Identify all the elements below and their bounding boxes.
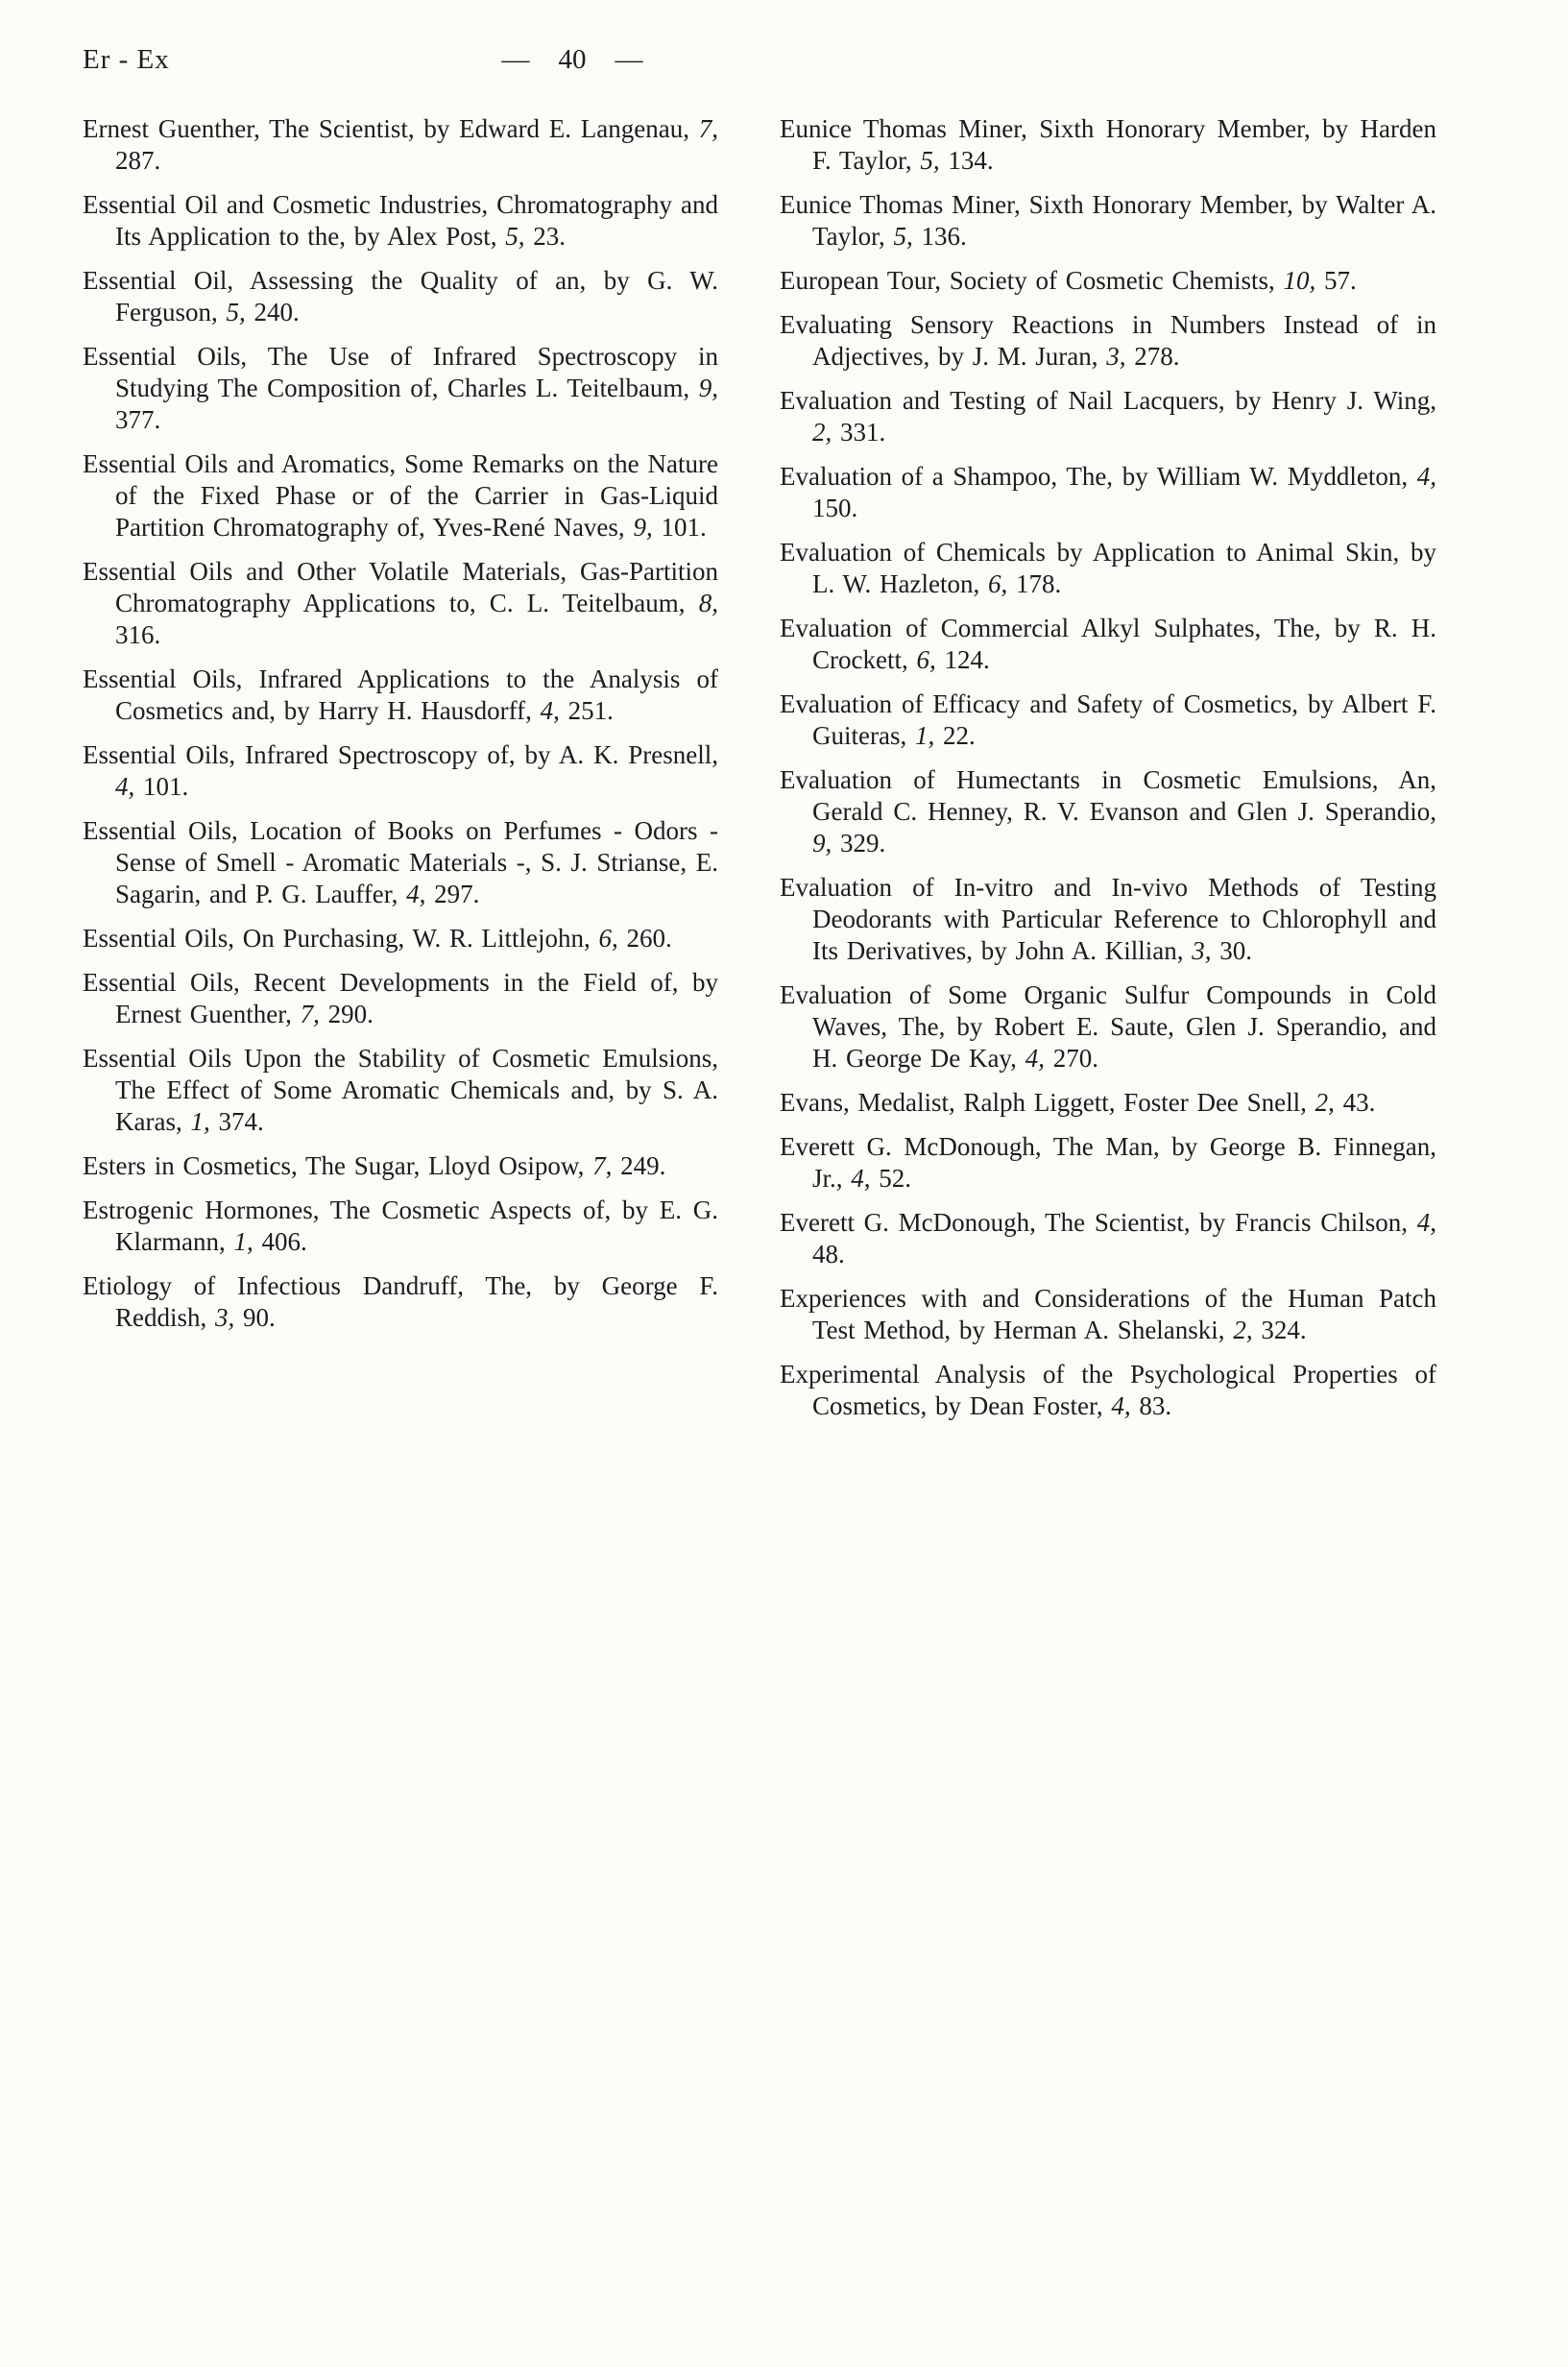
index-entry	[780, 189, 1436, 253]
entry-page-number: 260.	[626, 924, 672, 953]
entry-text: Etiology of Infectious Dandruff, The, by George F. Reddish,	[83, 1271, 718, 1332]
index-entry	[780, 113, 1436, 177]
entry-page-number: 90.	[243, 1303, 276, 1332]
entry-volume-number: 4,	[406, 880, 426, 908]
index-entry	[780, 764, 1436, 859]
index-entry	[780, 385, 1436, 448]
index-entry	[83, 923, 718, 954]
entry-page-number: 240.	[253, 298, 300, 326]
entry-page-number: 251.	[567, 696, 614, 725]
entry-volume-number: 6,	[987, 569, 1008, 598]
entry-volume-number: 4,	[115, 772, 135, 801]
entry-page-number: 249.	[620, 1151, 666, 1180]
entry-text: Everett G. McDonough, The Man, by George B. Finnegan, Jr.,	[780, 1132, 1436, 1193]
entry-volume-number: 3,	[1106, 342, 1126, 371]
entry-text: Evaluation of Commercial Alkyl Sulphates, The, by R. H. Crockett,	[780, 614, 1436, 674]
index-entry	[780, 1131, 1436, 1195]
entry-volume-number: 6,	[916, 645, 936, 674]
entry-page-number: 57.	[1323, 266, 1357, 295]
entry-page-number: 30.	[1219, 936, 1252, 965]
entry-volume-number: 6,	[598, 924, 618, 953]
entry-volume-number: 8,	[698, 589, 718, 617]
entry-volume-number: 1,	[233, 1227, 253, 1256]
column-left	[83, 113, 718, 1422]
entry-volume-number: 5,	[226, 298, 246, 326]
entry-volume-number: 1,	[190, 1107, 210, 1136]
entry-page-number: 43.	[1342, 1088, 1376, 1117]
entry-volume-number: 3,	[1192, 936, 1212, 965]
entry-volume-number: 5,	[893, 222, 913, 251]
entry-volume-number: 1,	[914, 721, 935, 750]
entry-page-number: 329.	[840, 829, 886, 857]
entry-text: Experiences with and Considerations of the Human Patch Test Method, by Herman A. Shelanski,	[780, 1284, 1436, 1344]
index-entry	[83, 448, 718, 543]
entry-text: Everett G. McDonough, The Scientist, by Francis Chilson,	[780, 1208, 1409, 1237]
entry-page-number: 278.	[1134, 342, 1180, 371]
entry-text: Essential Oils Upon the Stability of Cosmetic Emulsions, The Effect of Some Aromatic Chemicals and, by S. A. Karas,	[83, 1044, 718, 1136]
entry-page-number: 374.	[218, 1107, 264, 1136]
index-entry	[780, 309, 1436, 373]
index-entry	[83, 1195, 718, 1258]
index-entry	[780, 265, 1436, 297]
entry-volume-number: 9,	[633, 513, 653, 542]
entry-text: Essential Oils, On Purchasing, W. R. Littlejohn,	[83, 924, 591, 953]
entry-text: Evaluation of Humectants in Cosmetic Emulsions, An, Gerald C. Henney, R. V. Evanson and Glen J. Sperandio,	[780, 765, 1436, 826]
index-entry	[780, 688, 1436, 752]
entry-volume-number: 9,	[698, 374, 718, 402]
entry-volume-number: 4,	[1111, 1391, 1131, 1420]
entry-page-number: 406.	[261, 1227, 307, 1256]
entry-page-number: 52.	[879, 1164, 912, 1193]
entry-page-number: 22.	[942, 721, 976, 750]
page-header	[83, 44, 1432, 86]
index-entry	[780, 979, 1436, 1075]
entry-text: Evaluating Sensory Reactions in Numbers Instead of in Adjectives, by J. M. Juran,	[780, 310, 1436, 371]
entry-page-number: 178.	[1015, 569, 1062, 598]
index-entry	[780, 1283, 1436, 1346]
section-range-label: Er - Ex	[83, 44, 170, 75]
index-entry	[780, 613, 1436, 676]
entry-page-number: 23.	[533, 222, 566, 251]
index-entry	[83, 189, 718, 253]
page-number-dash-right: —	[615, 44, 643, 75]
entry-page-number: 136.	[921, 222, 967, 251]
entry-volume-number: 4,	[1416, 1208, 1437, 1237]
entry-page-number: 324.	[1261, 1316, 1307, 1344]
entry-text: Essential Oils, The Use of Infrared Spectroscopy in Studying The Composition of, Charles L. Teitelbaum,	[83, 342, 718, 402]
index-entry	[780, 1087, 1436, 1119]
index-entry	[83, 265, 718, 328]
index-entry	[83, 1150, 718, 1182]
entry-page-number: 297.	[434, 880, 480, 908]
entry-text: Essential Oils, Location of Books on Perfumes - Odors - Sense of Smell - Aromatic Materials -, S. J. Strianse, E. Sagarin, and P. G. Lauffer,	[83, 816, 718, 908]
entry-volume-number: 10,	[1283, 266, 1316, 295]
entry-volume-number: 2,	[812, 418, 832, 447]
entry-text: Essential Oil, Assessing the Quality of an, by G. W. Ferguson,	[83, 266, 718, 326]
entry-text: Evaluation of In-vitro and In-vivo Methods of Testing Deodorants with Particular Reference to Chlorophyll and Its Derivatives, by John A. Killian,	[780, 873, 1436, 965]
index-entry	[83, 113, 718, 177]
page-number-dash-left: —	[501, 44, 530, 75]
index-entry	[83, 556, 718, 651]
entry-page-number: 290.	[327, 1000, 374, 1028]
column-right	[780, 113, 1436, 1422]
entry-page-number: 150.	[812, 494, 858, 522]
index-entry	[780, 537, 1436, 600]
index-entry	[780, 1207, 1436, 1270]
index-entry	[780, 1359, 1436, 1422]
entry-page-number: 134.	[948, 146, 994, 175]
entry-volume-number: 7,	[698, 114, 718, 143]
entry-text: Esters in Cosmetics, The Sugar, Lloyd Osipow,	[83, 1151, 585, 1180]
entry-volume-number: 4,	[540, 696, 560, 725]
entry-text: Essential Oils and Other Volatile Materials, Gas-Partition Chromatography Applications to, C. L. Teitelbaum,	[83, 557, 718, 617]
entry-page-number: 48.	[812, 1240, 845, 1268]
entry-text: Ernest Guenther, The Scientist, by Edward E. Langenau,	[83, 114, 689, 143]
index-entry	[83, 341, 718, 436]
entry-text: Essential Oils and Aromatics, Some Remarks on the Nature of the Fixed Phase or of the Carrier in Gas-Liquid Partition Chromatography of, Yves-René Naves,	[83, 449, 718, 542]
entry-volume-number: 5,	[920, 146, 940, 175]
page-number: 40	[558, 44, 587, 75]
entry-page-number: 124.	[944, 645, 990, 674]
index-entry	[83, 739, 718, 803]
entry-text: Evaluation of Efficacy and Safety of Cosmetics, by Albert F. Guiteras,	[780, 689, 1436, 750]
index-entry	[83, 1270, 718, 1334]
entry-text: Evaluation and Testing of Nail Lacquers, by Henry J. Wing,	[780, 386, 1436, 415]
entry-volume-number: 3,	[215, 1303, 235, 1332]
entry-volume-number: 7,	[592, 1151, 613, 1180]
entry-text: Evans, Medalist, Ralph Liggett, Foster Dee Snell,	[780, 1088, 1307, 1117]
index-entry	[780, 872, 1436, 967]
entry-text: Estrogenic Hormones, The Cosmetic Aspects of, by E. G. Klarmann,	[83, 1196, 718, 1256]
index-entry	[83, 967, 718, 1030]
entry-page-number: 101.	[143, 772, 189, 801]
entry-page-number: 83.	[1139, 1391, 1172, 1420]
entry-text: Eunice Thomas Miner, Sixth Honorary Member, by Walter A. Taylor,	[780, 190, 1436, 251]
entry-text: Evaluation of a Shampoo, The, by William W. Myddleton,	[780, 462, 1409, 491]
entry-page-number: 377.	[115, 405, 161, 434]
entry-page-number: 331.	[840, 418, 886, 447]
entry-volume-number: 4,	[1416, 462, 1436, 491]
page-number-group	[428, 44, 716, 76]
entry-volume-number: 5,	[505, 222, 525, 251]
entry-text: Eunice Thomas Miner, Sixth Honorary Member, by Harden F. Taylor,	[780, 114, 1436, 175]
index-columns	[83, 113, 1436, 1422]
entry-volume-number: 9,	[812, 829, 832, 857]
entry-text: Essential Oils, Recent Developments in the Field of, by Ernest Guenther,	[83, 968, 718, 1028]
entry-volume-number: 2,	[1233, 1316, 1253, 1344]
entry-volume-number: 2,	[1315, 1088, 1335, 1117]
entry-text: Essential Oil and Cosmetic Industries, Chromatography and Its Application to the, by Alex Post,	[83, 190, 718, 251]
index-entry	[780, 461, 1436, 524]
index-entry	[83, 815, 718, 910]
entry-text: Experimental Analysis of the Psychological Properties of Cosmetics, by Dean Foster,	[780, 1360, 1436, 1420]
index-entry	[83, 1043, 718, 1138]
entry-volume-number: 4,	[1025, 1044, 1045, 1073]
entry-text: Evaluation of Chemicals by Application to Animal Skin, by L. W. Hazleton,	[780, 538, 1436, 598]
entry-page-number: 316.	[115, 620, 161, 649]
entry-volume-number: 4,	[851, 1164, 871, 1193]
entry-text: Essential Oils, Infrared Spectroscopy of, by A. K. Presnell,	[83, 740, 718, 769]
entry-page-number: 101.	[661, 513, 707, 542]
entry-page-number: 270.	[1052, 1044, 1098, 1073]
entry-text: Essential Oils, Infrared Applications to the Analysis of Cosmetics and, by Harry H. Hausdorff,	[83, 664, 718, 725]
entry-volume-number: 7,	[300, 1000, 320, 1028]
entry-page-number: 287.	[115, 146, 161, 175]
entry-text: Evaluation of Some Organic Sulfur Compounds in Cold Waves, The, by Robert E. Saute, Glen J. Sperandio, and H. George De Kay,	[780, 980, 1436, 1073]
index-entry	[83, 664, 718, 727]
entry-text: European Tour, Society of Cosmetic Chemists,	[780, 266, 1275, 295]
